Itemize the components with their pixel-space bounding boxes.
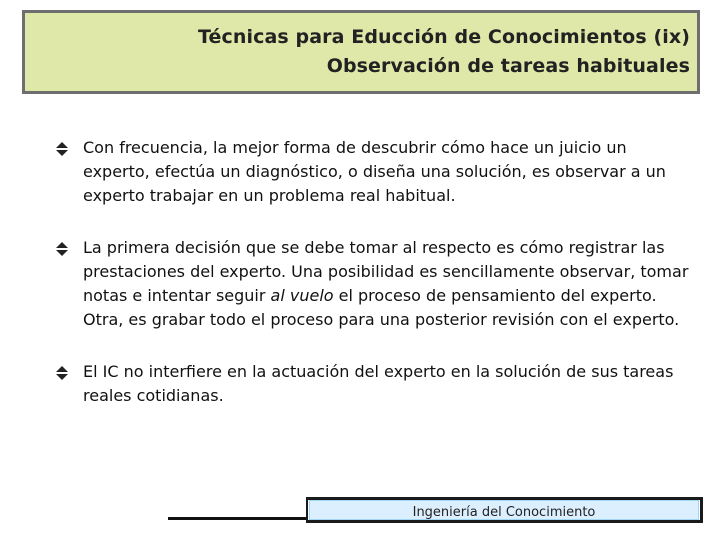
bullet-text-2-part-1: La primera decisión que se debe tomar al respecto es cómo registrar las prestaciones del experto. Una posibilidad es sencillamente observar, tomar notas e intentar seguir — [83, 238, 689, 305]
title-line-1: Técnicas para Educción de Conocimientos (ix) — [198, 26, 690, 48]
bullet-item-3 — [55, 360, 695, 408]
diamond-bullet-icon — [55, 364, 69, 380]
footer-inner — [309, 500, 699, 520]
footer-text: Ingeniería del Conocimiento — [412, 505, 596, 520]
diamond-bullet-icon — [55, 240, 69, 256]
footer-box — [306, 497, 703, 523]
title-line-2: Observación de tareas habituales — [326, 55, 690, 77]
bullet-list — [55, 136, 695, 408]
bullet-item-1 — [55, 136, 695, 208]
bullet-text-2-italic: al vuelo — [270, 286, 334, 305]
diamond-bullet-icon — [55, 140, 69, 156]
bullet-text-1: Con frecuencia, la mejor forma de descubrir cómo hace un juicio un experto, efectúa un diagnóstico, o diseña una solución, es observar a un experto trabajar en un problema real habitual. — [83, 138, 666, 205]
footer-rule — [168, 517, 308, 520]
bullet-text-2-part-2: el proceso de pensamiento del experto. Otra, es grabar todo el proceso para una posterior revisión con el experto. — [83, 286, 680, 329]
bullet-text-3: El IC no interfiere en la actuación del experto en la solución de sus tareas reales cotidianas. — [83, 362, 674, 405]
bullet-item-2 — [55, 236, 695, 332]
title-box — [22, 10, 700, 94]
